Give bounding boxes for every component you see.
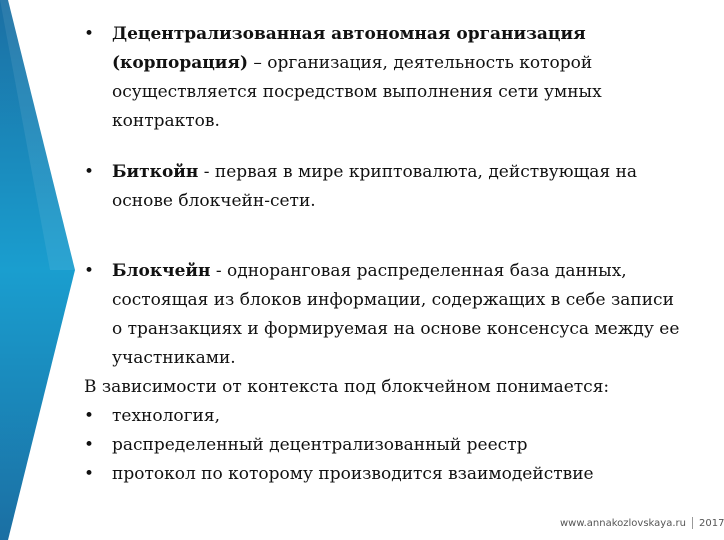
footer-divider [692, 517, 693, 529]
context-line: В зависимости от контекста под блокчейном понимается: [84, 377, 610, 397]
meaning-item [84, 431, 684, 460]
definition-dao [84, 20, 684, 136]
term-dao: Децентрализованная автономная организация (корпорация) [112, 24, 586, 73]
bullet-icon: • [84, 406, 95, 426]
meaning-text: распределенный децентрализованный реестр [112, 435, 528, 455]
meaning-text: протокол по которому производится взаимодействие [112, 464, 594, 484]
definition-text-bitcoin: - первая в мире криптовалюта, действующая на основе блокчейн-сети. [112, 162, 638, 211]
definition-text-blockchain: - одноранговая распределенная база данных, состоящая из блоков информации, содержащих в себе записи о транзакциях и формируемая на основе консенсуса между ее участниками. [112, 261, 680, 368]
definition-blockchain [84, 257, 684, 373]
slide-content [84, 20, 684, 489]
meaning-text: технология, [112, 406, 221, 426]
bullet-icon: • [84, 464, 95, 484]
bullet-icon: • [84, 162, 95, 182]
bullet-icon: • [84, 261, 95, 281]
definition-text-dao: – организация, деятельность которой осуществляется посредством выполнения сети умных контрактов. [112, 53, 602, 131]
bullet-icon: • [84, 435, 95, 455]
term-blockchain: Блокчейн [112, 261, 211, 281]
meaning-item [84, 460, 684, 489]
definition-bitcoin [84, 158, 684, 216]
term-bitcoin: Биткойн [112, 162, 199, 182]
bullet-icon: • [84, 24, 95, 44]
footer-year: 2017 [698, 517, 724, 529]
meaning-item [84, 402, 684, 431]
footer-site: www.annakozlovskaya.ru [560, 517, 686, 529]
slide-footer [560, 517, 724, 529]
decorative-side-band [0, 0, 75, 540]
